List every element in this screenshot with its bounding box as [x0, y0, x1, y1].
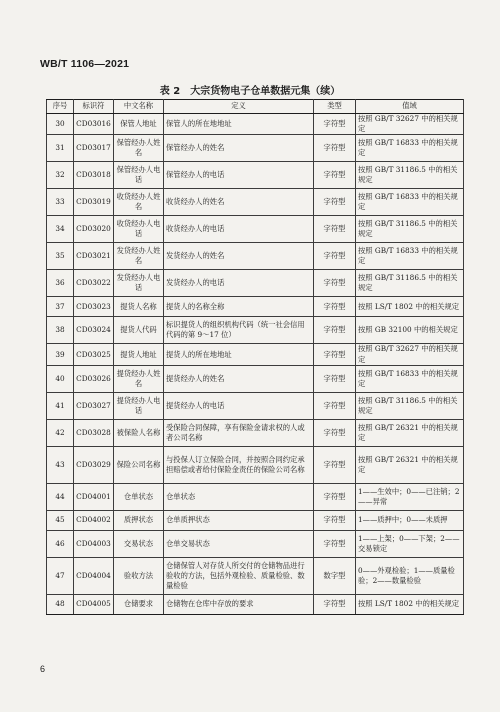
value-range-cell: 按照 GB/T 16833 中的相关规定 [356, 365, 464, 392]
type-cell: 字符型 [314, 594, 356, 614]
row-number: 47 [47, 557, 74, 594]
identifier-cell: CD03019 [74, 189, 114, 216]
identifier-cell: CD04002 [74, 510, 114, 530]
table-row [47, 530, 464, 557]
definition-cell: 仓储物在仓库中存放的要求 [164, 594, 314, 614]
definition-cell: 标识提货人的组织机构代码（统一社会信用代码的第 9～17 位） [164, 317, 314, 344]
table-row [47, 270, 464, 297]
table-row [47, 392, 464, 419]
identifier-cell: CD03024 [74, 317, 114, 344]
definition-cell: 收货经办人的电话 [164, 216, 314, 243]
type-cell: 字符型 [314, 344, 356, 365]
value-range-cell: 按照 GB/T 16833 中的相关规定 [356, 135, 464, 162]
column-header-chinese-name: 中文名称 [114, 100, 164, 114]
definition-cell: 保管人的所在地地址 [164, 114, 314, 135]
column-header-definition: 定义 [164, 100, 314, 114]
definition-cell: 发货经办人的姓名 [164, 243, 314, 270]
definition-cell: 仓储保管人对存货人所交付的仓储物品进行验收的方法，包括外观检验、质量检验、数量检验 [164, 557, 314, 594]
definition-cell: 仓单状态 [164, 483, 314, 510]
table-row [47, 114, 464, 135]
type-cell: 字符型 [314, 135, 356, 162]
value-range-cell: 0——外观检验；1——质量检验；2——数量检验 [356, 557, 464, 594]
chinese-name-cell: 收货经办人姓名 [114, 189, 164, 216]
standard-code: WB/T 1106—2021 [40, 58, 130, 70]
row-number: 38 [47, 317, 74, 344]
type-cell: 字符型 [314, 189, 356, 216]
table-row [47, 557, 464, 594]
row-number: 32 [47, 162, 74, 189]
type-cell: 字符型 [314, 162, 356, 189]
chinese-name-cell: 保管人地址 [114, 114, 164, 135]
definition-cell: 发货经办人的电话 [164, 270, 314, 297]
definition-cell: 仓单质押状态 [164, 510, 314, 530]
type-cell: 字符型 [314, 114, 356, 135]
row-number: 44 [47, 483, 74, 510]
value-range-cell: 按照 GB/T 31186.5 中的相关规定 [356, 162, 464, 189]
definition-cell: 保管经办人的电话 [164, 162, 314, 189]
identifier-cell: CD04005 [74, 594, 114, 614]
row-number: 35 [47, 243, 74, 270]
chinese-name-cell: 被保险人名称 [114, 419, 164, 446]
table-row [47, 162, 464, 189]
table-row [47, 216, 464, 243]
definition-cell: 提货经办人的姓名 [164, 365, 314, 392]
chinese-name-cell: 验收方法 [114, 557, 164, 594]
column-header-type: 类型 [314, 100, 356, 114]
table-row [47, 365, 464, 392]
row-number: 30 [47, 114, 74, 135]
identifier-cell: CD03023 [74, 297, 114, 317]
definition-cell: 与投保人订立保险合同，并按照合同约定承担赔偿或者给付保险金责任的保险公司名称 [164, 446, 314, 483]
type-cell: 字符型 [314, 510, 356, 530]
row-number: 45 [47, 510, 74, 530]
identifier-cell: CD03018 [74, 162, 114, 189]
chinese-name-cell: 发货经办人电话 [114, 270, 164, 297]
value-range-cell: 按照 GB/T 16833 中的相关规定 [356, 243, 464, 270]
table-row [47, 317, 464, 344]
table-row [47, 243, 464, 270]
identifier-cell: CD04001 [74, 483, 114, 510]
type-cell: 字符型 [314, 243, 356, 270]
table-row [47, 483, 464, 510]
chinese-name-cell: 仓单状态 [114, 483, 164, 510]
value-range-cell: 按照 GB/T 32627 中的相关规定 [356, 344, 464, 365]
definition-cell: 收货经办人的姓名 [164, 189, 314, 216]
chinese-name-cell: 发货经办人姓名 [114, 243, 164, 270]
identifier-cell: CD04003 [74, 530, 114, 557]
page-number: 6 [40, 664, 46, 674]
table-row [47, 446, 464, 483]
chinese-name-cell: 提货经办人电话 [114, 392, 164, 419]
row-number: 42 [47, 419, 74, 446]
identifier-cell: CD03025 [74, 344, 114, 365]
value-range-cell: 按照 GB/T 26321 中的相关规定 [356, 419, 464, 446]
row-number: 33 [47, 189, 74, 216]
definition-cell: 提货经办人的电话 [164, 392, 314, 419]
chinese-name-cell: 提货经办人姓名 [114, 365, 164, 392]
value-range-cell: 按照 LS/T 1802 中的相关规定 [356, 594, 464, 614]
identifier-cell: CD03021 [74, 243, 114, 270]
table-row [47, 297, 464, 317]
table-header-row [47, 100, 464, 114]
identifier-cell: CD03029 [74, 446, 114, 483]
chinese-name-cell: 保管经办人电话 [114, 162, 164, 189]
row-number: 48 [47, 594, 74, 614]
identifier-cell: CD03028 [74, 419, 114, 446]
identifier-cell: CD04004 [74, 557, 114, 594]
type-cell: 数字型 [314, 557, 356, 594]
definition-cell: 仓单交易状态 [164, 530, 314, 557]
value-range-cell: 按照 GB/T 31186.5 中的相关规定 [356, 216, 464, 243]
type-cell: 字符型 [314, 365, 356, 392]
value-range-cell: 按照 GB/T 32627 中的相关规定 [356, 114, 464, 135]
type-cell: 字符型 [314, 392, 356, 419]
data-element-table [46, 99, 464, 615]
definition-cell: 受保险合同保障，享有保险金请求权的人或者公司名称 [164, 419, 314, 446]
identifier-cell: CD03016 [74, 114, 114, 135]
column-header-no: 序号 [47, 100, 74, 114]
table-title: 表 2 大宗货物电子仓单数据元集（续） [159, 86, 341, 97]
chinese-name-cell: 提货人地址 [114, 344, 164, 365]
chinese-name-cell: 提货人名称 [114, 297, 164, 317]
chinese-name-cell: 仓储要求 [114, 594, 164, 614]
value-range-cell: 按照 GB/T 31186.5 中的相关规定 [356, 270, 464, 297]
identifier-cell: CD03026 [74, 365, 114, 392]
row-number: 31 [47, 135, 74, 162]
value-range-cell: 1——质押中；0——未质押 [356, 510, 464, 530]
type-cell: 字符型 [314, 446, 356, 483]
type-cell: 字符型 [314, 483, 356, 510]
chinese-name-cell: 收货经办人电话 [114, 216, 164, 243]
type-cell: 字符型 [314, 297, 356, 317]
row-number: 46 [47, 530, 74, 557]
type-cell: 字符型 [314, 216, 356, 243]
table-row [47, 594, 464, 614]
type-cell: 字符型 [314, 419, 356, 446]
definition-cell: 提货人的所在地地址 [164, 344, 314, 365]
table-row [47, 135, 464, 162]
identifier-cell: CD03027 [74, 392, 114, 419]
row-number: 43 [47, 446, 74, 483]
value-range-cell: 1——生效中；0——已注销；2——异常 [356, 483, 464, 510]
value-range-cell: 按照 GB/T 31186.5 中的相关规定 [356, 392, 464, 419]
row-number: 34 [47, 216, 74, 243]
table-row [47, 419, 464, 446]
chinese-name-cell: 保险公司名称 [114, 446, 164, 483]
type-cell: 字符型 [314, 270, 356, 297]
row-number: 39 [47, 344, 74, 365]
definition-cell: 保管经办人的姓名 [164, 135, 314, 162]
table-row [47, 344, 464, 365]
value-range-cell: 按照 GB 32100 中的相关规定 [356, 317, 464, 344]
value-range-cell: 按照 LS/T 1802 中的相关规定 [356, 297, 464, 317]
value-range-cell: 按照 GB/T 16833 中的相关规定 [356, 189, 464, 216]
chinese-name-cell: 提货人代码 [114, 317, 164, 344]
row-number: 41 [47, 392, 74, 419]
value-range-cell: 1——上架；0——下架；2——交易锁定 [356, 530, 464, 557]
identifier-cell: CD03022 [74, 270, 114, 297]
chinese-name-cell: 质押状态 [114, 510, 164, 530]
identifier-cell: CD03017 [74, 135, 114, 162]
type-cell: 字符型 [314, 530, 356, 557]
table-row [47, 510, 464, 530]
value-range-cell: 按照 GB/T 26321 中的相关规定 [356, 446, 464, 483]
row-number: 37 [47, 297, 74, 317]
table-row [47, 189, 464, 216]
identifier-cell: CD03020 [74, 216, 114, 243]
row-number: 36 [47, 270, 74, 297]
column-header-value-range: 值域 [356, 100, 464, 114]
definition-cell: 提货人的名称全称 [164, 297, 314, 317]
chinese-name-cell: 交易状态 [114, 530, 164, 557]
row-number: 40 [47, 365, 74, 392]
table-body [47, 114, 464, 615]
type-cell: 字符型 [314, 317, 356, 344]
column-header-identifier: 标识符 [74, 100, 114, 114]
chinese-name-cell: 保管经办人姓名 [114, 135, 164, 162]
